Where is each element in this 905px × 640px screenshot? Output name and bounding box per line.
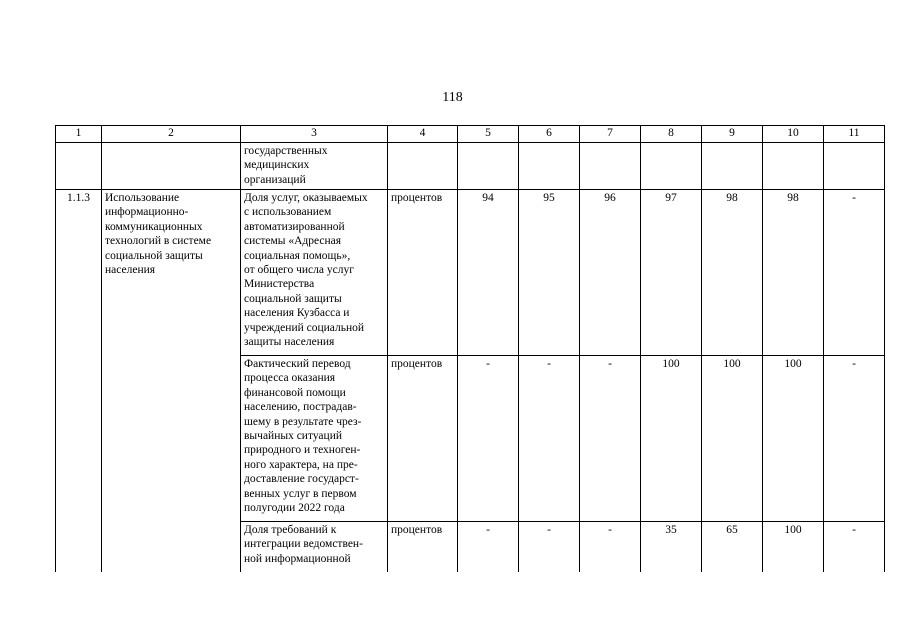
- column-number-7: 7: [580, 126, 641, 143]
- column-number-10: 10: [763, 126, 824, 143]
- unit-cell: процентов: [388, 356, 458, 522]
- value-cell: 100: [763, 356, 824, 522]
- value-cell: -: [519, 356, 580, 522]
- activity-cell: [102, 143, 241, 190]
- value-cell: 97: [641, 190, 702, 356]
- page-number: 118: [442, 90, 463, 105]
- indicator-cell: Доля услуг, оказываемых с использованием автоматизированной системы «Адресная социальная помощь», от общего числа услуг Министерства социальной защиты населения Кузбасса и учреждений социальной защиты населения: [241, 190, 388, 356]
- row-number-cell: 1.1.3: [56, 190, 102, 573]
- value-cell: 98: [763, 190, 824, 356]
- indicator-cell: Доля требований к интеграции ведомствен- ной информационной: [241, 522, 388, 573]
- value-cell: 100: [702, 356, 763, 522]
- value-cell: [580, 143, 641, 190]
- value-cell: 65: [702, 522, 763, 573]
- value-cell: -: [824, 356, 885, 522]
- table-row: [56, 143, 885, 190]
- value-cell: [824, 143, 885, 190]
- value-cell: 98: [702, 190, 763, 356]
- value-cell: 96: [580, 190, 641, 356]
- column-number-8: 8: [641, 126, 702, 143]
- unit-cell: [388, 143, 458, 190]
- column-number-1: 1: [56, 126, 102, 143]
- value-cell: -: [458, 522, 519, 573]
- table-row: [56, 190, 885, 356]
- unit-cell: процентов: [388, 522, 458, 573]
- value-cell: [458, 143, 519, 190]
- column-number-row: [56, 126, 885, 143]
- value-cell: -: [519, 522, 580, 573]
- column-number-9: 9: [702, 126, 763, 143]
- value-cell: 100: [641, 356, 702, 522]
- activity-cell: Использование информационно- коммуникационных технологий в системе социальной защиты населения: [102, 190, 241, 573]
- indicator-cell: государственных медицинских организаций: [241, 143, 388, 190]
- value-cell: [702, 143, 763, 190]
- unit-cell: процентов: [388, 190, 458, 356]
- value-cell: 95: [519, 190, 580, 356]
- value-cell: -: [458, 356, 519, 522]
- value-cell: [519, 143, 580, 190]
- column-number-5: 5: [458, 126, 519, 143]
- column-number-4: 4: [388, 126, 458, 143]
- row-number-cell: [56, 143, 102, 190]
- indicator-table: [55, 125, 885, 572]
- value-cell: [641, 143, 702, 190]
- value-cell: 100: [763, 522, 824, 573]
- value-cell: -: [824, 190, 885, 356]
- value-cell: [763, 143, 824, 190]
- column-number-2: 2: [102, 126, 241, 143]
- column-number-11: 11: [824, 126, 885, 143]
- column-number-3: 3: [241, 126, 388, 143]
- value-cell: 94: [458, 190, 519, 356]
- column-number-6: 6: [519, 126, 580, 143]
- value-cell: -: [580, 356, 641, 522]
- value-cell: -: [580, 522, 641, 573]
- value-cell: 35: [641, 522, 702, 573]
- value-cell: -: [824, 522, 885, 573]
- indicator-cell: Фактический перевод процесса оказания финансовой помощи населению, пострадав- шему в результате чрез- вычайных ситуаций природного и техноген- ного характера, на пре- доставление государст- венных услуг в первом полугодии 2022 года: [241, 356, 388, 522]
